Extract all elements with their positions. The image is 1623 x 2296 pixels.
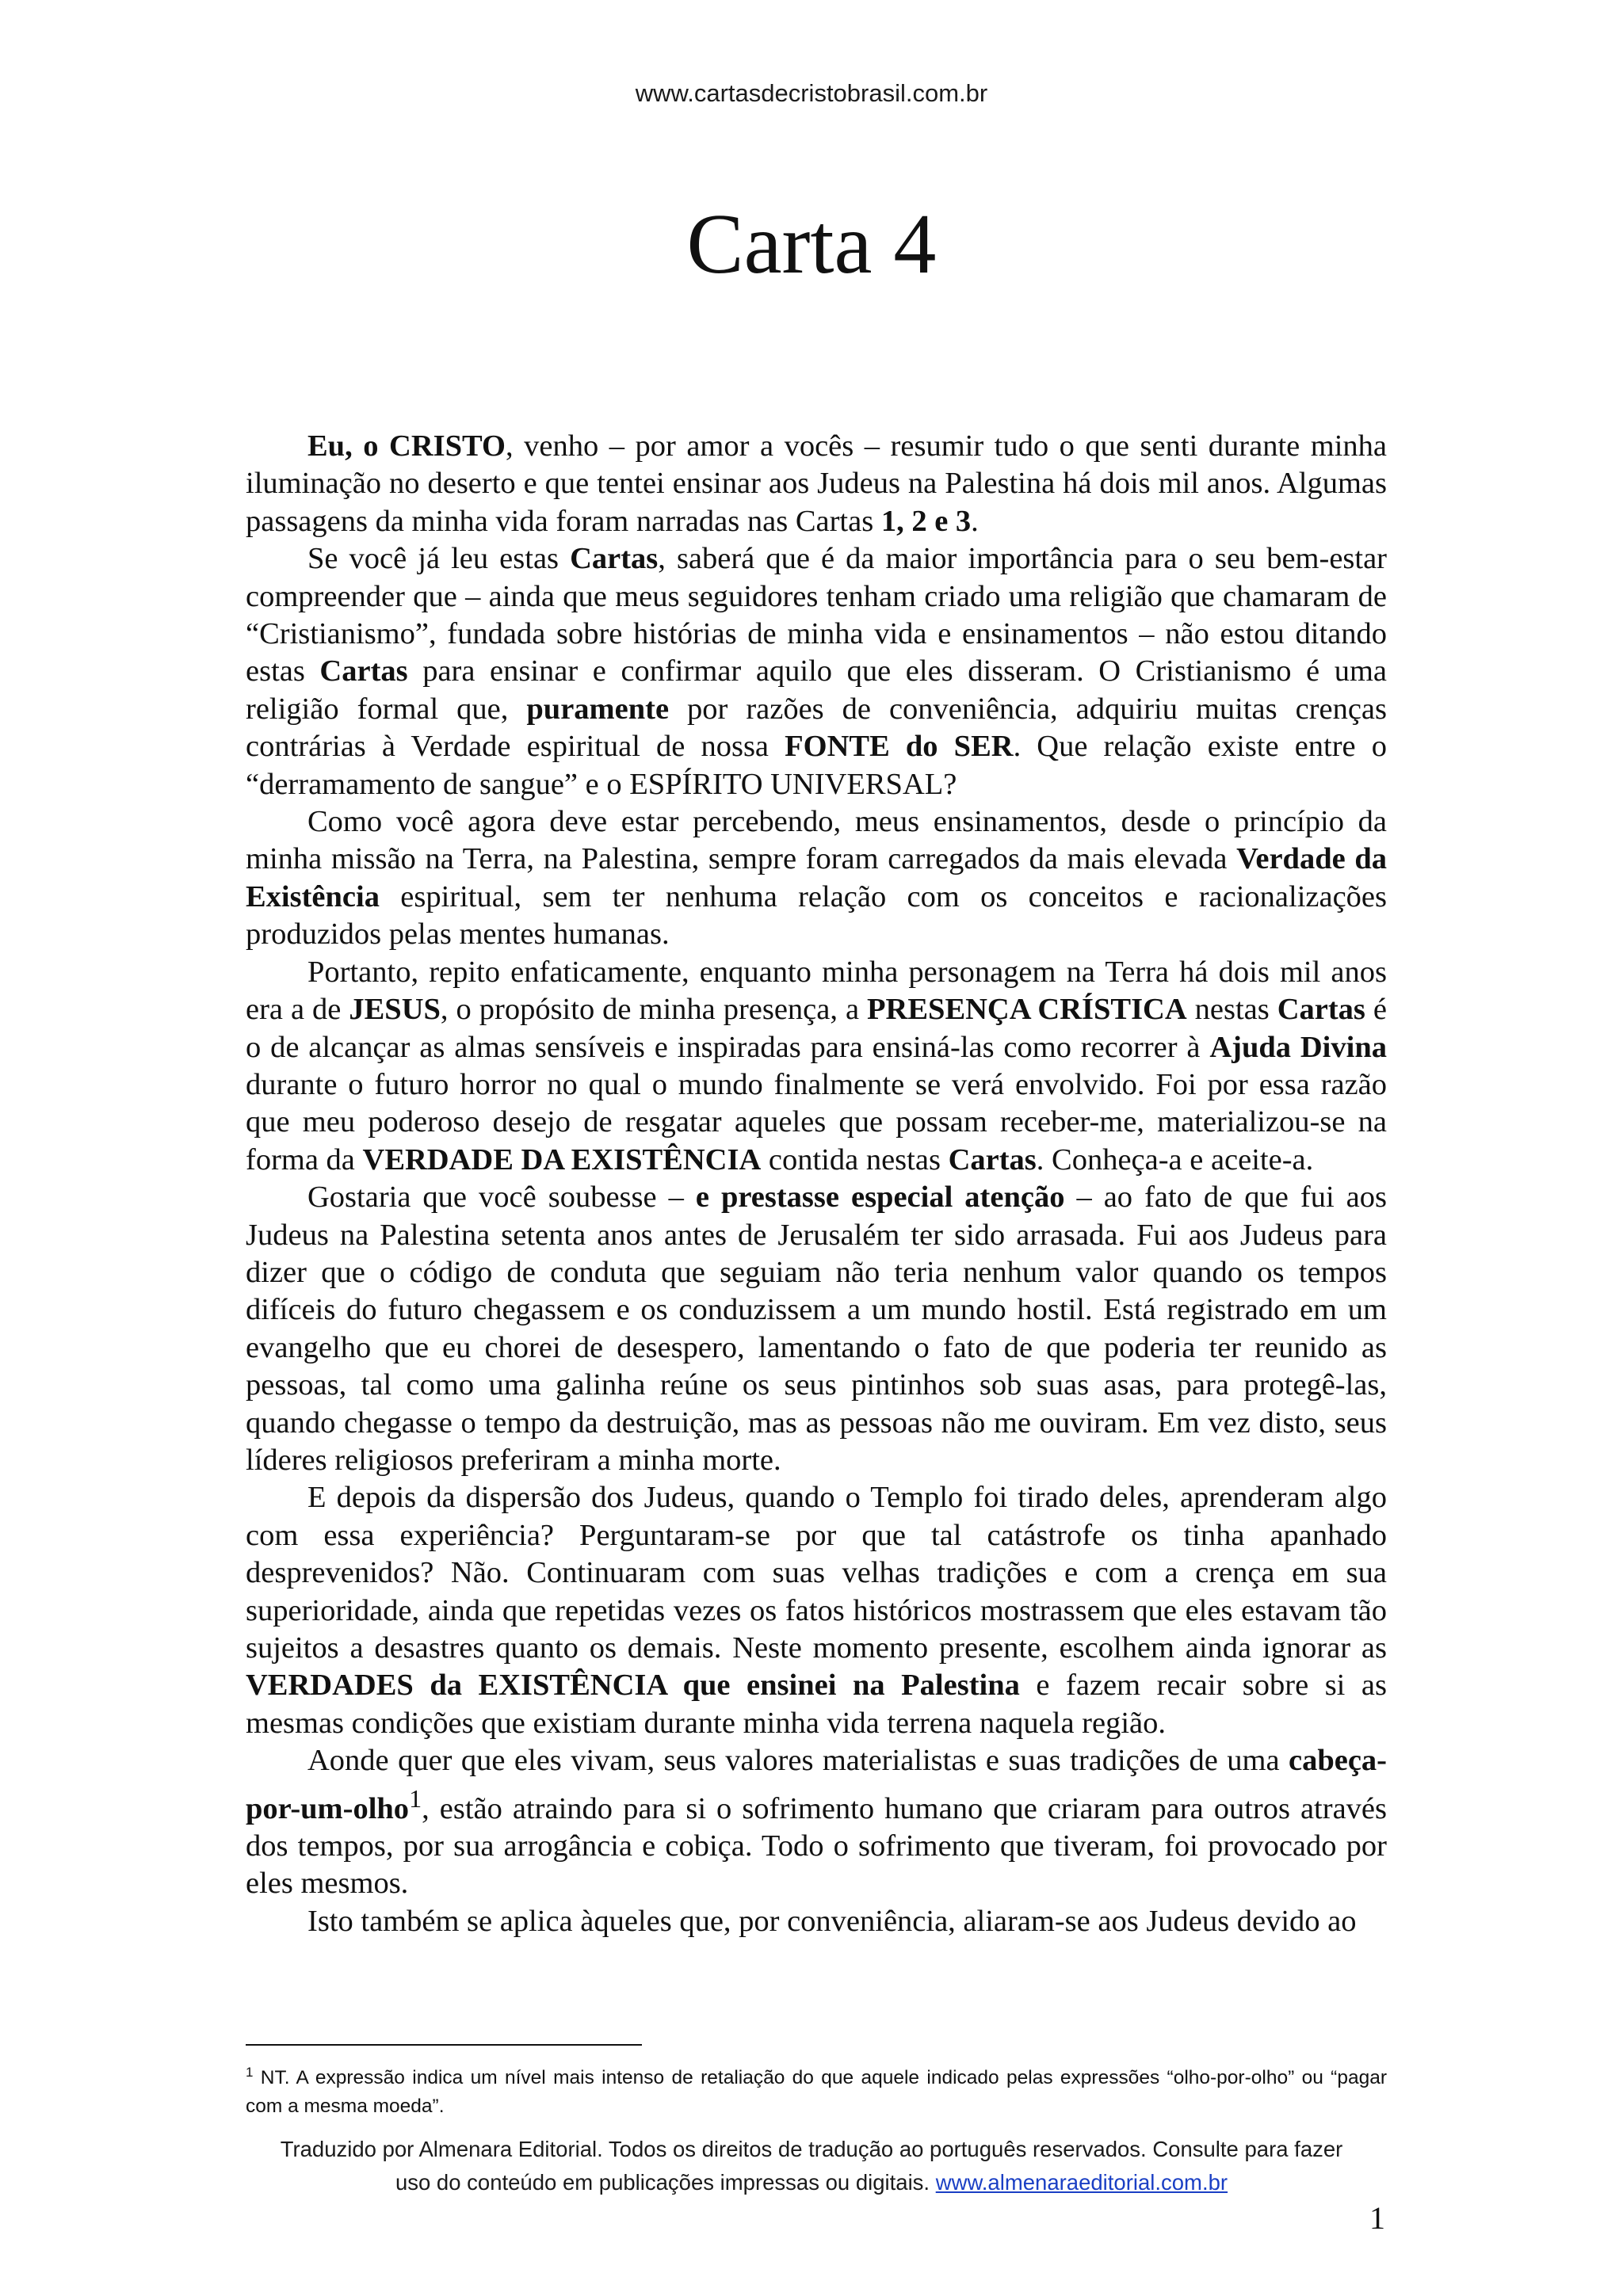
bold-text: JESUS: [349, 993, 441, 1027]
text-run: espiritual, sem ter nenhuma relação com os conceitos e racionalizações produzidos pelas mentes humanas.: [246, 879, 1387, 952]
footer-line-2: [0, 2166, 1623, 2199]
bold-text: cabeça-por-um-olho: [246, 1744, 1387, 1825]
text-run: , saberá que é da maior importância para o seu bem-estar compreender que – ainda que meus seguidores tenham criado uma religião que chamaram de “Cristianismo”, fundada sobre histórias de minha vida e ensinamentos – não estou ditando estas: [246, 542, 1387, 688]
text-run: .: [971, 504, 979, 538]
paragraph: [246, 1903, 1387, 1940]
letter-body: [246, 428, 1387, 1940]
footnote-marker: 1: [246, 2065, 254, 2080]
page-title: Carta 4: [686, 197, 937, 292]
bold-text: Cartas: [570, 542, 659, 576]
text-run: Aonde quer que eles vivam, seus valores materialistas e suas tradições de uma: [307, 1744, 1289, 1778]
paragraph: [246, 540, 1387, 803]
bold-text: Eu, o CRISTO: [307, 429, 506, 463]
paragraph: [246, 1479, 1387, 1742]
text-run: contida nestas: [761, 1142, 949, 1177]
text-run: para ensinar e confirmar aquilo que eles disseram. O Cristianismo é uma religião formal que,: [246, 654, 1387, 726]
text-run: Isto também se aplica àqueles que, por conveniência, aliaram-se aos Judeus devido ao: [307, 1904, 1357, 1938]
bold-text: PRESENÇA CRÍSTICA: [867, 993, 1187, 1027]
bold-text: e prestasse especial atenção: [695, 1180, 1065, 1215]
page-number: 1: [1369, 2200, 1385, 2236]
text-run: Se você já leu estas: [307, 542, 571, 576]
text-run: , estão atraindo para si o sofrimento humano que criaram para outros através dos tempos, por sua arrogância e cobiça. Todo o sofrimento que tiveram, foi provocado por eles mesmos.: [246, 1791, 1387, 1901]
paragraph: [246, 954, 1387, 1179]
paragraph: [246, 428, 1387, 540]
text-run: Gostaria que você soubesse –: [307, 1180, 696, 1215]
header-url: www.cartasdecristobrasil.com.br: [635, 79, 988, 107]
footnote-divider: [246, 2044, 642, 2046]
text-run: E depois da dispersão dos Judeus, quando o Templo foi tirado deles, aprenderam algo com essa experiência? Perguntaram-se por que tal catástrofe os tinha apanhado desprevenidos? Não. Continuaram com suas velhas tradições e com a crença em sua superioridade, ainda que repetidas vezes os fatos históricos mostrassem que eles estavam tão sujeitos a desastres quanto os demais. Neste momento presente, escolhem ainda ignorar as: [246, 1481, 1387, 1665]
text-run: – ao fato de que fui aos Judeus na Palestina setenta anos antes de Jerusalém ter sido arrasada. Fui aos Judeus para dizer que o código de conduta que seguiam não teria nenhum valor quando os tempos difíceis do futuro chegassem e os conduzissem a um mundo hostil. Está registrado em um evangelho que eu chorei de desespero, lamentando o fato de que poderia ter reunido as pessoas, tal como uma galinha reúne os seus pintinhos sob suas asas, para protegê-las, quando chegasse o tempo da destruição, mas as pessoas não me ouviram. Em vez disto, seus líderes religiosos preferiram a minha morte.: [246, 1180, 1387, 1477]
text-run: , venho – por amor a vocês – resumir tudo o que senti durante minha iluminação no deserto e que tentei ensinar aos Judeus na Palestina há dois mil anos. Algumas passagens da minha vida foram narradas nas Cartas: [246, 429, 1387, 538]
bold-text: Ajuda Divina: [1209, 1030, 1387, 1064]
publisher-link[interactable]: www.almenaraeditorial.com.br: [935, 2170, 1228, 2195]
footer-line-1: Traduzido por Almenara Editorial. Todos os direitos de tradução ao português reservados. Consulte para fazer: [280, 2137, 1343, 2161]
text-run: e fazem recair sobre si as mesmas condições que existiam durante minha vida terrena naquela região.: [246, 1669, 1387, 1740]
text-run: nestas: [1186, 993, 1277, 1027]
bold-text: Cartas: [1277, 993, 1365, 1027]
bold-text: FONTE do SER: [785, 730, 1014, 764]
footer: [0, 2133, 1623, 2199]
text-run: . Que relação existe entre o “derramamento de sangue” e o ESPÍRITO UNIVERSAL?: [246, 730, 1388, 801]
footnote-text: NT. A expressão indica um nível mais intenso de retaliação do que aquele indicado pelas expressões “olho-por-olho” ou “pagar com a mesma moeda”.: [246, 2067, 1387, 2118]
bold-text: Cartas: [948, 1142, 1037, 1177]
bold-text: VERDADES da EXISTÊNCIA que ensinei na Palestina: [246, 1669, 1020, 1703]
text-run: Como você agora deve estar percebendo, meus ensinamentos, desde o princípio da minha missão na Terra, na Palestina, sempre foram carregados da mais elevada: [246, 805, 1387, 876]
text-run: durante o futuro horror no qual o mundo finalmente se verá envolvido. Foi por essa razão que meu poderoso desejo de resgatar aqueles que possam receber-me, materializou-se na forma da: [246, 1067, 1387, 1177]
bold-text: VERDADE DA EXISTÊNCIA: [362, 1142, 762, 1177]
paragraph: [246, 803, 1387, 954]
footnote-ref: 1: [409, 1783, 422, 1813]
footer-line-2-text: uso do conteúdo em publicações impressas ou digitais.: [395, 2170, 930, 2195]
bold-text: Verdade da Existência: [246, 842, 1387, 913]
bold-text: Cartas: [319, 654, 408, 688]
text-run: , o propósito de minha presença, a: [440, 993, 868, 1027]
text-run: . Conheça-a e aceite-a.: [1036, 1142, 1314, 1177]
bold-text: 1, 2 e 3: [880, 504, 972, 538]
text-run: é o de alcançar as almas sensíveis e inspiradas para ensiná-las como recorrer à: [246, 993, 1387, 1064]
text-run: Portanto, repito enfaticamente, enquanto minha personagem na Terra há dois mil anos era a de: [246, 955, 1387, 1027]
paragraph: [246, 1179, 1387, 1479]
bold-text: puramente: [526, 692, 670, 726]
text-run: por razões de conveniência, adquiriu muitas crenças contrárias à Verdade espiritual de nossa: [246, 692, 1387, 764]
footnote: [246, 2058, 1387, 2121]
paragraph: [246, 1742, 1387, 1902]
